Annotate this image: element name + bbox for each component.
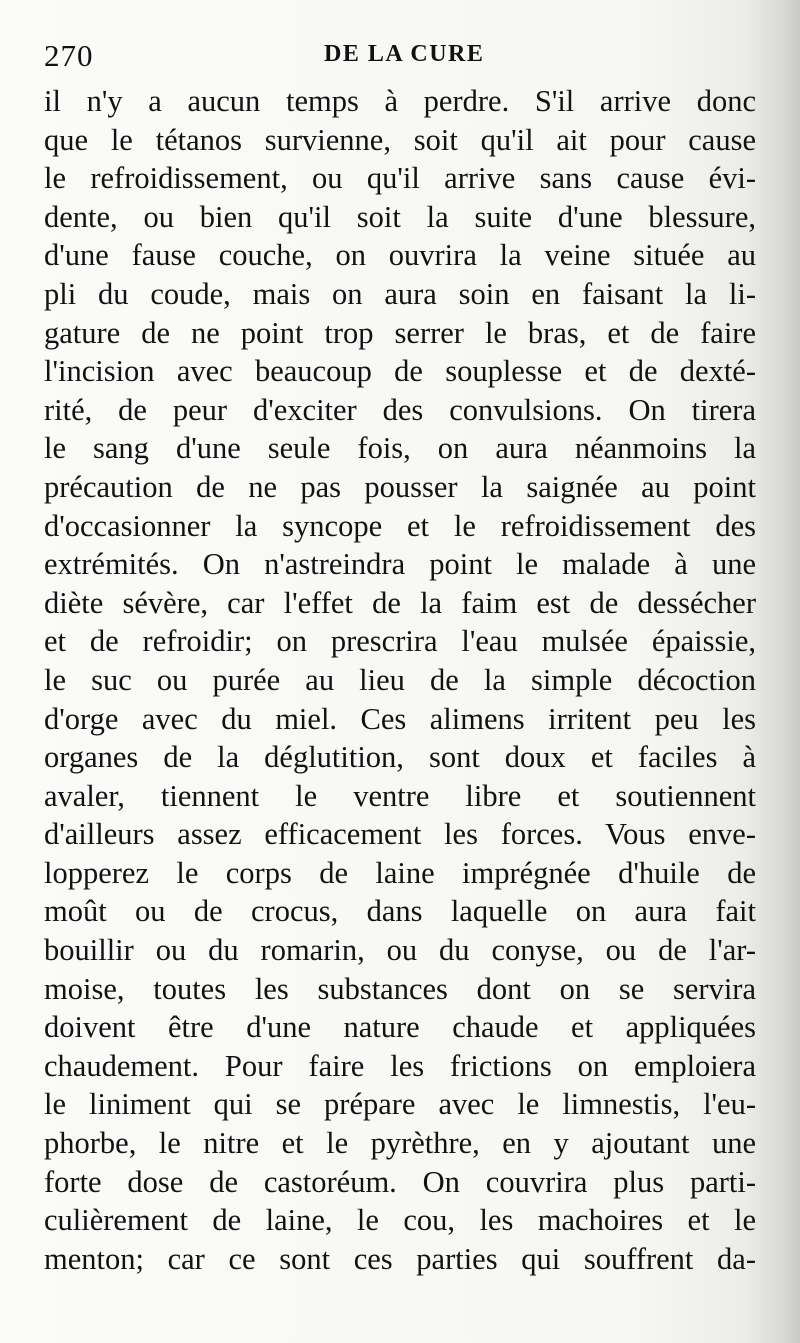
text-line: le liniment qui se prépare avec le limnestis, l'eu- — [44, 1087, 756, 1122]
text-line: chaudement. Pour faire les frictions on emploiera — [44, 1048, 756, 1083]
text-line: rité, de peur d'exciter des convulsions. On tirera — [44, 392, 756, 427]
text-line: précaution de ne pas pousser la saignée au point — [44, 469, 756, 504]
text-line: pli du coude, mais on aura soin en faisant la li- — [44, 276, 756, 311]
page-header — [44, 38, 756, 72]
text-line: et de refroidir; on prescrira l'eau mulsée épaissie, — [44, 624, 756, 659]
text-line: avaler, tiennent le ventre libre et soutiennent — [44, 778, 756, 813]
text-line: d'une fause couche, on ouvrira la veine située au — [44, 238, 756, 273]
page-number: 270 — [44, 38, 94, 73]
body-text — [44, 82, 756, 1278]
text-line: diète sévère, car l'effet de la faim est de dessécher — [44, 585, 756, 620]
text-line: phorbe, le nitre et le pyrèthre, en y ajoutant une — [44, 1126, 756, 1161]
text-line: doivent être d'une nature chaude et appliquées — [44, 1010, 756, 1045]
text-line: le refroidissement, ou qu'il arrive sans cause évi- — [44, 161, 756, 196]
text-line: le sang d'une seule fois, on aura néanmoins la — [44, 431, 756, 466]
text-line: que le tétanos survienne, soit qu'il ait pour cause — [44, 122, 756, 157]
text-line: culièrement de laine, le cou, les machoires et le — [44, 1203, 756, 1238]
text-line: gature de ne point trop serrer le bras, et de faire — [44, 315, 756, 350]
text-line: organes de la déglutition, sont doux et faciles à — [44, 740, 756, 775]
text-line: il n'y a aucun temps à perdre. S'il arrive donc — [44, 84, 756, 118]
text-line: bouillir ou du romarin, ou du conyse, ou de l'ar- — [44, 933, 756, 968]
text-line: dente, ou bien qu'il soit la suite d'une blessure, — [44, 199, 756, 234]
running-title: DE LA CURE — [324, 41, 485, 67]
text-line: le suc ou purée au lieu de la simple décoction — [44, 662, 756, 697]
text-line: l'incision avec beaucoup de souplesse et de dexté- — [44, 354, 756, 389]
text-line: moût ou de crocus, dans laquelle on aura fait — [44, 894, 756, 929]
text-line: lopperez le corps de laine imprégnée d'huile de — [44, 855, 756, 890]
text-line: moise, toutes les substances dont on se servira — [44, 971, 756, 1006]
text-line: d'ailleurs assez efficacement les forces. Vous enve- — [44, 817, 756, 852]
text-line: d'occasionner la syncope et le refroidissement des — [44, 508, 756, 543]
text-line: extrémités. On n'astreindra point le malade à une — [44, 547, 756, 582]
text-line: menton; car ce sont ces parties qui souffrent da- — [44, 1241, 756, 1276]
text-line: forte dose de castoréum. On couvrira plus parti- — [44, 1164, 756, 1199]
text-line: d'orge avec du miel. Ces alimens irritent peu les — [44, 701, 756, 736]
